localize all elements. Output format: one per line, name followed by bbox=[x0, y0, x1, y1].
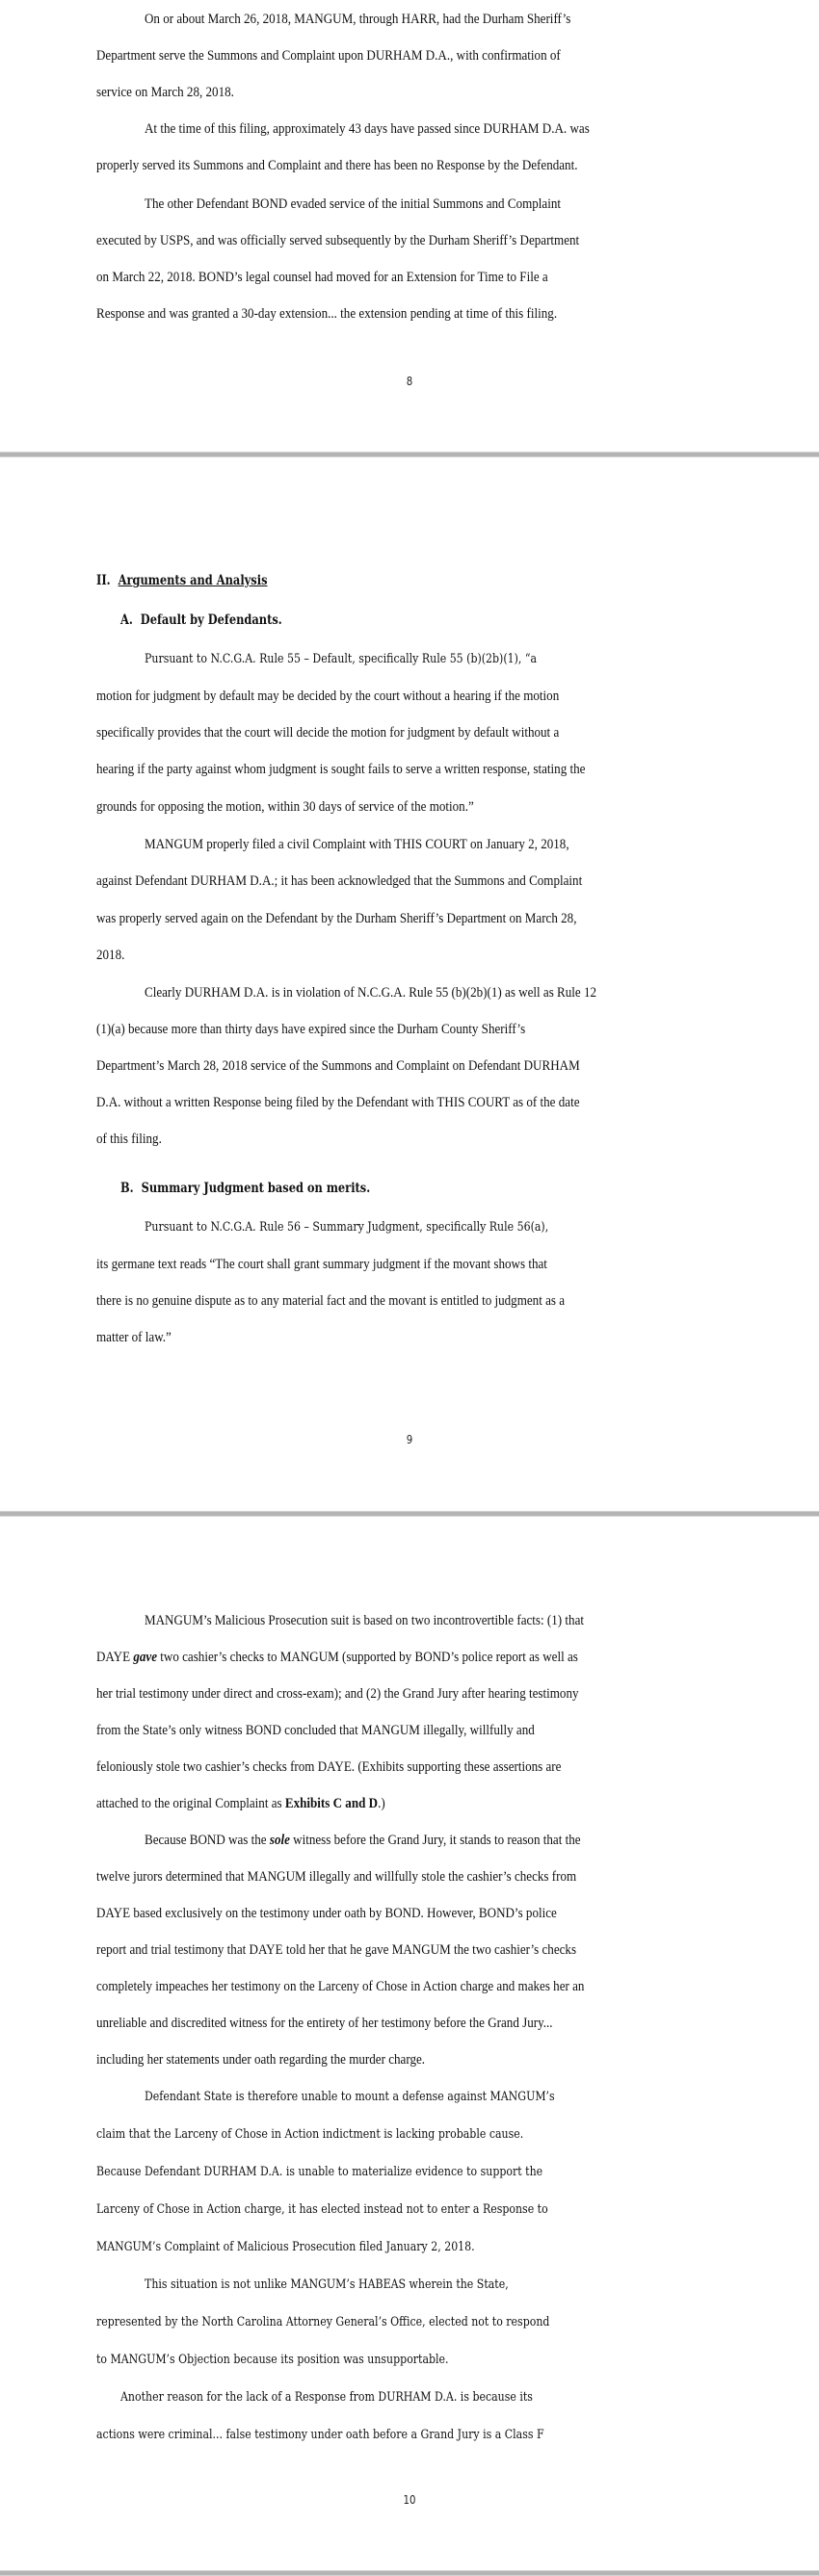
text-line: The other Defendant BOND evaded service of the initial Summons and Complaint bbox=[145, 195, 562, 212]
text-line: completely impeaches her testimony on the Larceny of Chose in Action charge and makes her an bbox=[96, 1978, 585, 1994]
text-line: matter of law.” bbox=[96, 1329, 172, 1345]
text-line: twelve jurors determined that MANGUM illegally and willfully stole the cashier’s checks from bbox=[96, 1868, 577, 1885]
text-line: 2018. bbox=[96, 947, 125, 963]
text-line: unreliable and discredited witness for the entirety of her testimony before the Grand Jury... bbox=[96, 2015, 553, 2031]
text-line: report and trial testimony that DAYE told her that he gave MANGUM the two cashier’s checks bbox=[96, 1941, 577, 1958]
text-line bbox=[96, 1648, 578, 1667]
page-number: 10 bbox=[403, 2493, 416, 2507]
text-line: specifically provides that the court will decide the motion for judgment by default without a bbox=[96, 724, 560, 741]
text-line: At the time of this filing, approximately 43 days have passed since DURHAM D.A. was bbox=[145, 120, 590, 137]
text-line: there is no genuine dispute as to any material fact and the movant is entitled to judgment as a bbox=[96, 1292, 566, 1309]
text-line: This situation is not unlike MANGUM’s HABEAS wherein the State, bbox=[145, 2277, 509, 2292]
subsection-heading-a bbox=[120, 611, 282, 630]
text-line: to MANGUM’s Objection because its position was unsupportable. bbox=[96, 2353, 449, 2367]
text-line: MANGUM’s Complaint of Malicious Prosecution filed January 2, 2018. bbox=[96, 2240, 475, 2254]
text-line: claim that the Larceny of Chose in Action indictment is lacking probable cause. bbox=[96, 2127, 524, 2142]
text-line: executed by USPS, and was officially served subsequently by the Durham Sheriff’s Department bbox=[96, 232, 580, 248]
subsection-title: Summary Judgment based on merits. bbox=[141, 1181, 371, 1196]
text-line: DAYE based exclusively on the testimony under oath by BOND. However, BOND’s police bbox=[96, 1905, 557, 1921]
text-run: attached to the original Complaint as bbox=[96, 1795, 285, 1811]
text-line: Because Defendant DURHAM D.A. is unable to materialize evidence to support the bbox=[96, 2165, 543, 2179]
text-line: motion for judgment by default may be decided by the court without a hearing if the motion bbox=[96, 688, 560, 704]
text-line: actions were criminal... false testimony under oath before a Grand Jury is a Class F bbox=[96, 2428, 544, 2442]
subsection-heading-b bbox=[120, 1179, 370, 1198]
text-line: Defendant State is therefore unable to mount a defense against MANGUM’s bbox=[145, 2090, 555, 2104]
page-number: 8 bbox=[406, 375, 413, 388]
text-line: Department’s March 28, 2018 service of the Summons and Complaint on Defendant DURHAM bbox=[96, 1057, 580, 1074]
subsection-title: Default by Defendants. bbox=[140, 612, 282, 628]
text-line: her trial testimony under direct and cross-exam); and (2) the Grand Jury after hearing testimony bbox=[96, 1685, 579, 1702]
text-line: MANGUM’s Malicious Prosecution suit is based on two incontrovertible facts: (1) that bbox=[145, 1612, 585, 1628]
text-line: Larceny of Chose in Action charge, it has elected instead not to enter a Response to bbox=[96, 2202, 548, 2217]
text-line: feloniously stole two cashier’s checks from DAYE. (Exhibits supporting these assertions are bbox=[96, 1758, 562, 1775]
text-line: Clearly DURHAM D.A. is in violation of N.C.G.A. Rule 55 (b)(2b)(1) as well as Rule 12 bbox=[145, 984, 597, 1001]
emphasis-gave: gave bbox=[133, 1649, 158, 1665]
text-line: from the State’s only witness BOND concluded that MANGUM illegally, willfully and bbox=[96, 1722, 535, 1738]
section-number: II. bbox=[96, 573, 111, 588]
text-run: Because BOND was the bbox=[145, 1832, 270, 1848]
text-line: Response and was granted a 30-day extension... the extension pending at time of this filing. bbox=[96, 305, 558, 322]
text-line: Pursuant to N.C.G.A. Rule 56 – Summary Judgment, specifically Rule 56(a), bbox=[145, 1220, 549, 1235]
section-title: Arguments and Analysis bbox=[118, 573, 268, 588]
section-heading bbox=[96, 571, 268, 590]
text-line: against Defendant DURHAM D.A.; it has been acknowledged that the Summons and Complaint bbox=[96, 872, 583, 889]
emphasis-sole: sole bbox=[269, 1832, 290, 1848]
text-line: on March 22, 2018. BOND’s legal counsel had moved for an Extension for Time to File a bbox=[96, 269, 548, 285]
page-number: 9 bbox=[406, 1433, 413, 1446]
text-line bbox=[96, 1794, 385, 1813]
text-line: MANGUM properly filed a civil Complaint with THIS COURT on January 2, 2018, bbox=[145, 836, 569, 852]
text-line: was properly served again on the Defendant by the Durham Sheriff’s Department on March 28, bbox=[96, 910, 577, 926]
text-line: (1)(a) because more than thirty days have expired since the Durham County Sheriff’s bbox=[96, 1021, 526, 1037]
text-line: service on March 28, 2018. bbox=[96, 84, 234, 100]
text-line: properly served its Summons and Complaint and there has been no Response by the Defendant. bbox=[96, 157, 578, 173]
text-line: of this filing. bbox=[96, 1131, 162, 1147]
text-line: On or about March 26, 2018, MANGUM, through HARR, had the Durham Sheriff’s bbox=[145, 11, 571, 27]
page-8 bbox=[0, 0, 819, 453]
text-run: .) bbox=[378, 1795, 385, 1811]
page-separator bbox=[0, 2570, 819, 2576]
subsection-letter: B. bbox=[120, 1181, 134, 1196]
subsection-letter: A. bbox=[120, 612, 133, 628]
text-line: its germane text reads “The court shall grant summary judgment if the movant shows that bbox=[96, 1256, 547, 1272]
text-line: grounds for opposing the motion, within 30 days of service of the motion.” bbox=[96, 798, 474, 815]
text-line: D.A. without a written Response being filed by the Defendant with THIS COURT as of the date bbox=[96, 1094, 580, 1110]
page-10 bbox=[0, 1517, 819, 2570]
text-line: Department serve the Summons and Complaint upon DURHAM D.A., with confirmation of bbox=[96, 47, 561, 64]
text-line: Another reason for the lack of a Response from DURHAM D.A. is because its bbox=[120, 2390, 533, 2405]
exhibits-reference: Exhibits C and D bbox=[284, 1795, 379, 1811]
page-9 bbox=[0, 457, 819, 1511]
text-line: Pursuant to N.C.G.A. Rule 55 – Default, specifically Rule 55 (b)(2b)(1), “a bbox=[145, 652, 538, 666]
text-line: hearing if the party against whom judgment is sought fails to serve a written response, stating the bbox=[96, 761, 586, 777]
text-line bbox=[145, 1831, 581, 1850]
text-run: two cashier’s checks to MANGUM (supported by BOND’s police report as well as bbox=[157, 1649, 578, 1665]
text-run: DAYE bbox=[96, 1649, 134, 1665]
text-line: represented by the North Carolina Attorney General’s Office, elected not to respond bbox=[96, 2315, 550, 2329]
text-run: witness before the Grand Jury, it stands to reason that the bbox=[289, 1832, 581, 1848]
text-line: including her statements under oath regarding the murder charge. bbox=[96, 2051, 426, 2068]
